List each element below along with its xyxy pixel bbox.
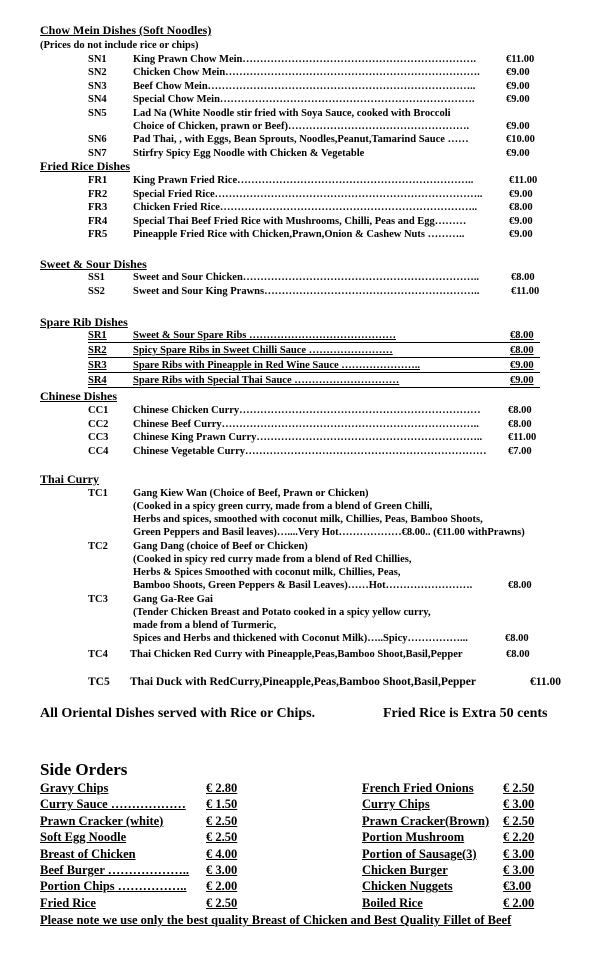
chow-mein-heading: Chow Mein Dishes (Soft Noodles) [40,23,212,37]
tc4-price: €8.00 [506,649,530,660]
tc1-line: Gang Kiew Wan (Choice of Beef, Prawn or Chicken) [133,488,369,499]
spare-rib-heading: Spare Rib Dishes [40,315,128,329]
tc5-desc: Thai Duck with RedCurry,Pineapple,Peas,Bamboo Shoot,Basil,Pepper [130,676,476,688]
row-divider [88,342,540,343]
fried_rice-desc: Pineapple Fried Rice with Chicken,Prawn,Onion & Cashew Nuts ……….. [133,229,465,241]
tc3-line: (Tender Chicken Breast and Potato cooked in a spicy yellow curry, [133,607,431,618]
chinese-price: €7.00 [508,445,532,457]
tc2-price: €8.00 [508,580,532,591]
chow_mein-desc: Beef Chow Mein………………………………………………………………….. [133,80,476,92]
tc3-code: TC3 [88,594,108,605]
fried_rice-price: €8.00 [509,202,533,214]
tc5-code: TC5 [88,676,110,688]
chow_mein-desc: Lad Na (White Noodle stir fried with Soya Sauce, cooked with Broccoli [133,107,451,119]
tc1-line: Green Peppers and Basil leaves)…....Very Hot………………€8.00.. (€11.00 withPrawns) [133,527,525,538]
sweet_sour-code: SS2 [88,286,105,297]
chow_mein-price: €9.00 [506,80,530,92]
side-item-price: €3.00 [503,879,532,894]
chinese-price: €8.00 [508,418,532,430]
fried_rice-price: €9.00 [509,215,533,227]
tc3-line: made from a blend of Turmeric, [133,620,277,631]
chinese-price: €11.00 [508,432,537,444]
chow_mein-price: €10.00 [506,134,535,146]
chow-mein-note: (Prices do not include rice or chips) [40,40,199,51]
side-item-price: € 3.00 [503,846,535,861]
spare_rib-code: SR4 [88,375,107,386]
chinese-desc: Chinese Vegetable Curry…………………………………………………………… [133,445,487,457]
side-item-name: Prawn Cracker (white) [40,813,164,828]
tc1-code: TC1 [88,488,108,499]
tc2-line: (Cooked in spicy red curry made from a blend of Red Chillies, [133,554,412,565]
tc2-line: Gang Dang (choice of Beef or Chicken) [133,541,308,552]
chow_mein-price: €9.00 [506,121,530,132]
side-item-price: € 3.00 [503,797,535,812]
fried_rice-code: FR5 [88,229,108,241]
chow_mein-desc: Choice of Chicken, prawn or Beef)……………………………………………. [133,121,470,132]
sweet-sour-heading: Sweet & Sour Dishes [40,257,147,271]
fried_rice-desc: Special Thai Beef Fried Rice with Mushrooms, Chilli, Peas and Egg……… [133,215,467,227]
tc2-code: TC2 [88,541,108,552]
tc4-desc: Thai Chicken Red Curry with Pineapple,Peas,Bamboo Shoot,Basil,Pepper [130,649,463,660]
fried_rice-price: €9.00 [509,188,533,200]
tc1-line: Herbs and spices, smoothed with coconut milk, Chillies, Peas, Bamboo Shoots, [133,514,483,525]
spare_rib-price: €9.00 [510,360,534,371]
side-item-name: Chicken Burger [362,863,448,877]
row-divider [88,372,540,373]
side-item-name: Gravy Chips [40,781,109,795]
spare_rib-desc: Spicy Spare Ribs in Sweet Chilli Sauce …………………… [133,345,393,356]
spare_rib-desc: Spare Ribs with Pineapple in Red Wine Sauce ………………….. [133,360,421,371]
row-divider [88,357,540,358]
chinese-price: €8.00 [508,405,532,416]
side-item-name: Curry Chips [362,797,430,812]
fried_rice-code: FR3 [88,202,108,214]
side-item-price: € 4.00 [206,846,238,861]
fried_rice-price: €11.00 [509,175,538,186]
tc1-line: (Cooked in a spicy green curry, made from a blend of Green Chilli, [133,501,433,512]
sweet_sour-code: SS1 [88,272,105,283]
chow_mein-desc: Stirfry Spicy Egg Noodle with Chicken & Vegetable [133,147,365,159]
tc3-line: Gang Ga-Ree Gai [133,594,213,605]
chow_mein-price: €11.00 [506,54,535,65]
chow_mein-desc: Pad Thai, , with Eggs, Bean Sprouts, Noodles,Peanut,Tamarind Sauce …… [133,134,469,146]
side-item-name: Beef Burger ……………….. [40,863,190,877]
side-orders-title: Side Orders [40,760,128,779]
chinese-code: CC1 [88,405,109,416]
spare_rib-price: €8.00 [510,330,534,341]
side-item-name: Boiled Rice [362,895,423,910]
side-item-name: Soft Egg Noodle [40,830,127,845]
spare_rib-desc: Spare Ribs with Special Thai Sauce ………………………… [133,375,400,386]
fried_rice-desc: Chicken Fried Rice……………………………………………………………….. [133,202,478,214]
chow_mein-code: SN1 [88,54,107,65]
spare_rib-code: SR3 [88,360,107,371]
side-item-price: € 2.00 [503,895,535,910]
chow_mein-code: SN5 [88,107,107,119]
chinese-code: CC4 [88,445,109,457]
spare_rib-code: SR1 [88,330,107,341]
sweet_sour-price: €11.00 [511,286,540,297]
chow_mein-desc: Chicken Chow Mein………………………………………………………………. [133,67,480,79]
chow_mein-price: €9.00 [506,94,530,106]
chinese-desc: Chinese Chicken Curry…………………………………………………………… [133,405,481,416]
chow_mein-code: SN2 [88,67,107,79]
side-item-price: € 1.50 [206,797,238,812]
chinese-code: CC2 [88,418,109,430]
tc3-line: Spices and Herbs and thickened with Coconut Milk)…..Spicy……………... [133,633,468,644]
side-item-name: Prawn Cracker(Brown) [362,813,490,828]
row-divider [88,387,540,388]
side-item-name: Breast of Chicken [40,846,136,861]
side-item-price: € 3.00 [206,863,238,877]
side-item-price: € 2.80 [206,781,238,795]
side-item-price: € 2.50 [206,895,238,910]
side-item-price: € 3.00 [503,863,535,877]
chow_mein-price: €9.00 [506,67,530,79]
side-item-name: Fried Rice [40,895,96,910]
chow_mein-code: SN6 [88,134,107,146]
fried_rice-code: FR1 [88,175,108,186]
chinese-code: CC3 [88,432,109,444]
side-item-name: Portion of Sausage(3) [362,846,477,861]
spare_rib-price: €9.00 [510,375,534,386]
fried_rice-desc: King Prawn Fried Rice………………………………………………………….. [133,175,474,186]
sweet_sour-desc: Sweet and Sour King Prawns…………………………………………………….. [133,286,480,297]
side-item-name: Curry Sauce ……………… [40,797,186,812]
chinese-heading: Chinese Dishes [40,389,118,403]
chinese-desc: Chinese Beef Curry……………………………………………………………….. [133,418,479,430]
fried-rice-heading: Fried Rice Dishes [40,159,130,173]
tc4-code: TC4 [88,649,108,660]
extra-note: Fried Rice is Extra 50 cents [383,706,548,721]
side-item-price: € 2.50 [206,813,238,828]
fried_rice-code: FR4 [88,215,108,227]
side-item-name: Portion Chips …………….. [40,879,187,894]
chow_mein-desc: Special Chow Mein………………………………………………………………. [133,94,475,106]
sweet_sour-price: €8.00 [511,272,535,283]
chow_mein-code: SN3 [88,80,107,92]
side-item-price: € 2.20 [503,830,535,845]
chow_mein-code: SN4 [88,94,107,106]
tc5-price: €11.00 [530,676,561,688]
chow_mein-code: SN7 [88,147,107,159]
thai-curry-heading: Thai Curry [40,472,100,486]
chinese-desc: Chinese King Prawn Curry……………………………………………………….. [133,432,483,444]
tc2-line: Herbs & Spices Smoothed with coconut milk, Chillies, Peas, [133,567,401,578]
side-item-price: € 2.50 [503,813,535,828]
spare_rib-code: SR2 [88,345,107,356]
footer-note: Please note we use only the best quality Breast of Chicken and Best Quality Fillet of Beef [40,913,512,927]
spare_rib-price: €8.00 [510,345,534,356]
fried_rice-price: €9.00 [509,229,533,241]
spare_rib-desc: Sweet & Sour Spare Ribs …………………………………… [133,330,396,341]
side-item-price: € 2.50 [206,830,238,845]
tc3-price: €8.00 [505,633,529,644]
side-item-name: Portion Mushroom [362,830,465,845]
chow_mein-desc: King Prawn Chow Mein…………………………………………………………. [133,54,477,65]
side-item-price: € 2.50 [503,781,535,795]
side-item-price: € 2.00 [206,879,238,894]
side-item-name: Chicken Nuggets [362,879,453,894]
fried_rice-desc: Special Fried Rice………………………………………………………………….. [133,188,483,200]
served-note: All Oriental Dishes served with Rice or Chips. [40,706,316,721]
sweet_sour-desc: Sweet and Sour Chicken………………………………………………………….. [133,272,480,283]
fried_rice-code: FR2 [88,188,108,200]
side-item-name: French Fried Onions [362,781,474,795]
tc2-line: Bamboo Shoots, Green Peppers & Basil Leaves)……Hot……………………. [133,580,473,591]
chow_mein-price: €9.00 [506,147,530,159]
